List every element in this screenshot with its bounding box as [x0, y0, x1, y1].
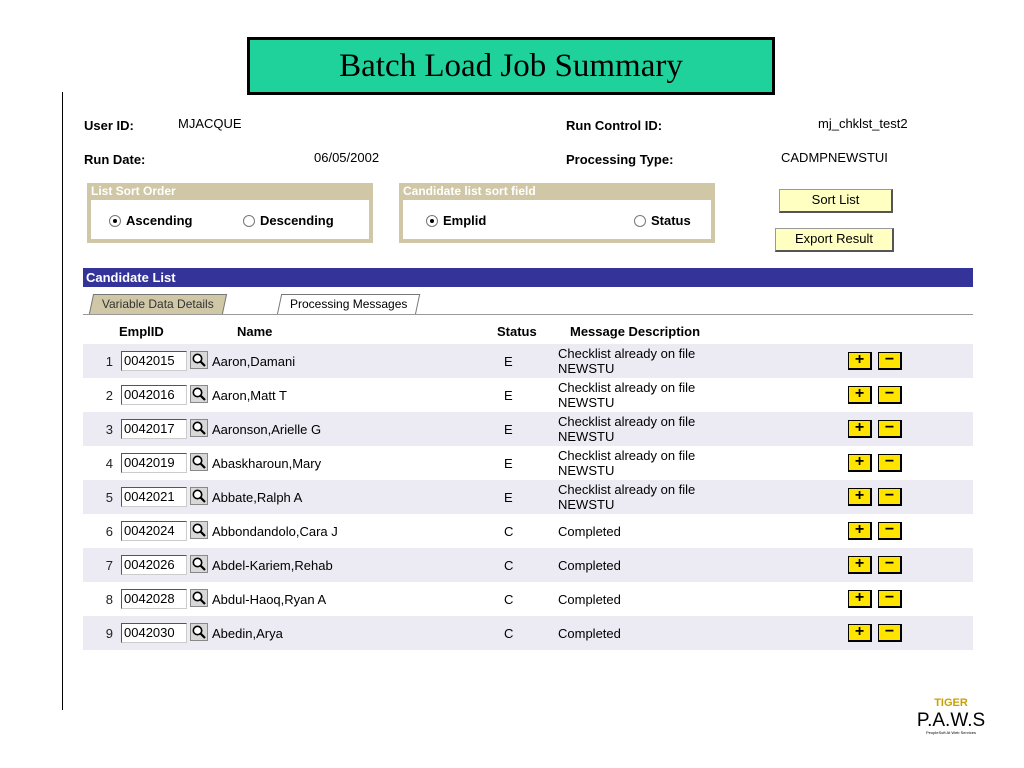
- list-sort-order-group: [87, 183, 373, 243]
- table-row: [83, 446, 973, 480]
- add-row-button[interactable]: +: [848, 556, 872, 574]
- slide-title: Batch Load Job Summary: [247, 37, 775, 95]
- delete-row-button[interactable]: −: [878, 488, 902, 506]
- run-date-value: 06/05/2002: [314, 150, 380, 165]
- emplid-field[interactable]: 0042030: [121, 623, 187, 643]
- table-row: [83, 412, 973, 446]
- delete-row-button[interactable]: −: [878, 454, 902, 472]
- message-line: Checklist already on file: [558, 482, 696, 497]
- row-number: 6: [105, 524, 113, 539]
- delete-row-button[interactable]: −: [878, 590, 902, 608]
- candidate-name: Abdul-Haoq,Ryan A: [212, 592, 327, 607]
- ascending-radio[interactable]: [109, 213, 192, 228]
- sort-field-group: [399, 183, 715, 243]
- emplid-field[interactable]: 0042026: [121, 555, 187, 575]
- delete-row-button[interactable]: −: [878, 624, 902, 642]
- delete-row-button[interactable]: −: [878, 386, 902, 404]
- emplid-sort-label: Emplid: [443, 213, 487, 228]
- message-line: NEWSTU: [558, 497, 615, 512]
- tab-processing-messages[interactable]: Processing Messages: [277, 294, 421, 315]
- table-row: [83, 616, 973, 650]
- emplid-field[interactable]: 0042015: [121, 351, 187, 371]
- table-row: [83, 480, 973, 514]
- tab-variable-data-details[interactable]: Variable Data Details: [89, 294, 227, 314]
- candidate-name: Aaron,Damani: [212, 354, 296, 369]
- tiger-paws-logo: [916, 694, 986, 738]
- message-line: Checklist already on file: [558, 346, 696, 361]
- export-result-button[interactable]: Export Result: [775, 228, 894, 252]
- delete-row-button[interactable]: −: [878, 420, 902, 438]
- run-date-label: Run Date:: [84, 152, 146, 167]
- lookup-magnifier-icon[interactable]: [190, 419, 208, 437]
- sort-field-title: Candidate list sort field: [403, 184, 536, 198]
- table-row: [83, 548, 973, 582]
- row-number: 7: [105, 558, 113, 573]
- candidate-name: Abdel-Kariem,Rehab: [212, 558, 333, 573]
- candidate-status: E: [504, 388, 513, 403]
- lookup-magnifier-icon[interactable]: [190, 487, 208, 505]
- candidate-status: E: [504, 490, 513, 505]
- message-line: Completed: [558, 524, 621, 539]
- add-row-button[interactable]: +: [848, 522, 872, 540]
- candidate-status: E: [504, 456, 513, 471]
- candidate-name: Abbondandolo,Cara J: [212, 524, 338, 539]
- message-description: [558, 346, 695, 376]
- message-description: [558, 482, 695, 512]
- svg-text:PeopleSoft At Web Services: PeopleSoft At Web Services: [926, 730, 976, 735]
- message-line: Checklist already on file: [558, 414, 696, 429]
- candidate-status: C: [504, 558, 514, 573]
- add-row-button[interactable]: +: [848, 624, 872, 642]
- row-number: 2: [105, 388, 113, 403]
- add-row-button[interactable]: +: [848, 454, 872, 472]
- message-description: [558, 448, 695, 478]
- table-row: [83, 514, 973, 548]
- descending-radio[interactable]: [243, 213, 334, 228]
- delete-row-button[interactable]: −: [878, 352, 902, 370]
- candidate-name: Abbate,Ralph A: [212, 490, 303, 505]
- message-description: [558, 592, 621, 607]
- candidate-list-header: Candidate List: [83, 268, 973, 287]
- emplid-field[interactable]: 0042017: [121, 419, 187, 439]
- table-row: [83, 344, 973, 378]
- message-line: Completed: [558, 626, 621, 641]
- run-control-label: Run Control ID:: [566, 118, 663, 133]
- user-id-label: User ID:: [84, 118, 134, 133]
- lookup-magnifier-icon[interactable]: [190, 351, 208, 369]
- candidate-status: C: [504, 524, 514, 539]
- message-description: [558, 380, 695, 410]
- add-row-button[interactable]: +: [848, 590, 872, 608]
- lookup-magnifier-icon[interactable]: [190, 453, 208, 471]
- candidate-name: Abaskharoun,Mary: [212, 456, 322, 471]
- svg-text:P.A.W.S: P.A.W.S: [916, 710, 986, 731]
- row-number: 4: [105, 456, 113, 471]
- message-line: NEWSTU: [558, 463, 615, 478]
- col-header-status: Status: [497, 324, 537, 339]
- add-row-button[interactable]: +: [848, 420, 872, 438]
- emplid-radio[interactable]: [426, 213, 486, 228]
- processing-type-label: Processing Type:: [566, 152, 674, 167]
- row-number: 9: [105, 626, 113, 641]
- add-row-button[interactable]: +: [848, 352, 872, 370]
- candidate-status: E: [504, 354, 513, 369]
- emplid-field[interactable]: 0042028: [121, 589, 187, 609]
- radio-empty-icon: [634, 215, 646, 227]
- row-number: 3: [105, 422, 113, 437]
- radio-selected-icon: [426, 215, 438, 227]
- table-row: [83, 582, 973, 616]
- descending-label: Descending: [260, 213, 334, 228]
- radio-selected-icon: [109, 215, 121, 227]
- emplid-field[interactable]: 0042019: [121, 453, 187, 473]
- row-number: 8: [105, 592, 113, 607]
- status-radio[interactable]: [634, 213, 691, 228]
- status-sort-label: Status: [651, 213, 691, 228]
- message-line: Checklist already on file: [558, 448, 696, 463]
- candidate-status: C: [504, 626, 514, 641]
- emplid-field[interactable]: 0042024: [121, 521, 187, 541]
- col-header-emplid: EmplID: [119, 324, 164, 339]
- candidate-name: Aaron,Matt T: [212, 388, 287, 403]
- left-rule-divider: [62, 92, 63, 710]
- row-number: 5: [105, 490, 113, 505]
- lookup-magnifier-icon[interactable]: [190, 385, 208, 403]
- emplid-field[interactable]: 0042021: [121, 487, 187, 507]
- candidate-name: Abedin,Arya: [212, 626, 283, 641]
- message-description: [558, 524, 621, 539]
- col-header-message: Message Description: [570, 324, 701, 339]
- message-description: [558, 414, 695, 444]
- svg-text:TIGER: TIGER: [934, 697, 968, 709]
- user-id-value: MJACQUE: [178, 116, 242, 131]
- row-number: 1: [105, 354, 113, 369]
- lookup-magnifier-icon[interactable]: [190, 555, 208, 573]
- lookup-magnifier-icon[interactable]: [190, 589, 208, 607]
- lookup-magnifier-icon[interactable]: [190, 623, 208, 641]
- run-control-value: mj_chklst_test2: [818, 116, 908, 131]
- candidate-status: C: [504, 592, 514, 607]
- table-row: [83, 378, 973, 412]
- processing-type-value: CADMPNEWSTUI: [781, 150, 888, 165]
- delete-row-button[interactable]: −: [878, 556, 902, 574]
- message-line: Completed: [558, 592, 621, 607]
- message-description: [558, 558, 621, 573]
- tab-divider: [83, 314, 973, 315]
- message-description: [558, 626, 621, 641]
- add-row-button[interactable]: +: [848, 488, 872, 506]
- candidate-name: Aaronson,Arielle G: [212, 422, 322, 437]
- message-line: NEWSTU: [558, 429, 615, 444]
- radio-empty-icon: [243, 215, 255, 227]
- message-line: NEWSTU: [558, 361, 615, 376]
- message-line: Checklist already on file: [558, 380, 696, 395]
- list-sort-order-title: List Sort Order: [91, 184, 176, 198]
- message-line: Completed: [558, 558, 621, 573]
- add-row-button[interactable]: +: [848, 386, 872, 404]
- sort-list-button[interactable]: Sort List: [779, 189, 893, 213]
- emplid-field[interactable]: 0042016: [121, 385, 187, 405]
- lookup-magnifier-icon[interactable]: [190, 521, 208, 539]
- ascending-label: Ascending: [126, 213, 193, 228]
- message-line: NEWSTU: [558, 395, 615, 410]
- delete-row-button[interactable]: −: [878, 522, 902, 540]
- candidate-status: E: [504, 422, 513, 437]
- col-header-name: Name: [237, 324, 273, 339]
